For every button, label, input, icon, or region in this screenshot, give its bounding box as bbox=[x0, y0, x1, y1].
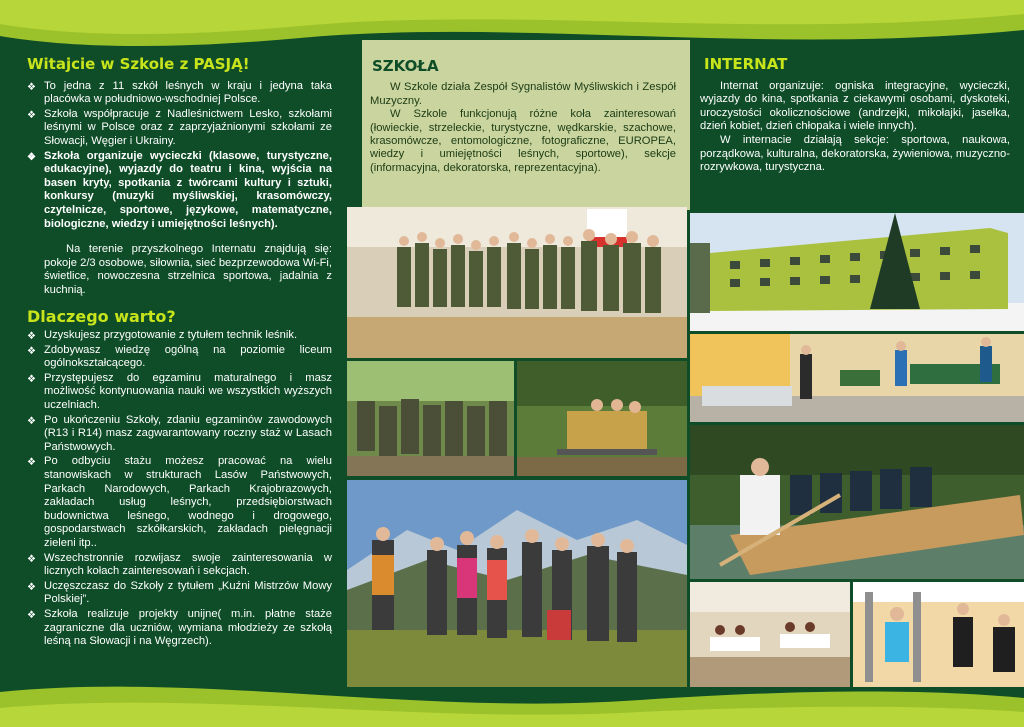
list-item: ❖ To jedna z 11 szkół leśnych w kraju i jedyna taka placówka w południowo-wschodniej Polsce. bbox=[27, 79, 332, 106]
internat-column bbox=[700, 55, 1010, 175]
internat-paragraph-1: Internat organizuje: ogniska integracyjne, wycieczki, wyjazdy do kina, spotkania z ciekawymi osobami, dyskoteki, uroczystości okolicznościowe (andrzejki, mikołajki, jasełka, dzień kobiet, dzień chłopaka i wiele innych). bbox=[700, 79, 1010, 133]
bullet-icon: ❖ bbox=[27, 553, 36, 565]
bullet-icon: ❖ bbox=[27, 151, 36, 163]
ceremony-photo bbox=[347, 207, 687, 358]
list-item: ❖ Po ukończeniu Szkoły, zdaniu egzaminów zawodowych (R13 i R14) masz zagwarantowany roczny staż w Lasach Państwowych. bbox=[27, 413, 332, 453]
bullet-icon: ❖ bbox=[27, 81, 36, 93]
internat-heading: INTERNAT bbox=[704, 55, 788, 73]
welcome-heading: Witajcie w Szkole z PASJĄ! bbox=[27, 55, 250, 73]
list-item: ❖ Szkoła organizuje wycieczki (klasowe, turystyczne, edukacyjne), wyjazdy do teatru i kina, wyjścia na basen kryty, spotkania z twórcami kultury i sztuki, konkursy (muzyki myśliwskiej, krasomówczy, czytelnicze, sportowe, językowe, matematyczne, biologiczne, wiedzy i umiejętności leśnych). bbox=[27, 149, 332, 230]
list-item: ❖ Przystępujesz do egzaminu maturalnego i masz możliwość kontynuowania nauki we wszystkich wyższych uczelniach. bbox=[27, 371, 332, 412]
mountain-group-photo bbox=[347, 480, 687, 687]
bullet-icon: ❖ bbox=[27, 609, 36, 621]
list-item: ❖ Wszechstronnie rozwijasz swoje zainteresowania w licznych kołach zainteresowań i sekcjach. bbox=[27, 551, 332, 578]
internat-paragraph-2: W internacie działają sekcje: sportowa, naukowa, porządkowa, kulturalna, dekoratorska, żywieniowa, muzyczno-rozrywkowa, turystyczna. bbox=[700, 133, 1010, 174]
gym-photo bbox=[853, 582, 1024, 687]
list-item: ❖ Uzyskujesz przygotowanie z tytułem technik leśnik. bbox=[27, 329, 298, 343]
bullet-icon: ❖ bbox=[27, 415, 36, 427]
school-heading: SZKOŁA bbox=[372, 57, 439, 75]
school-paragraph-2: W Szkole funkcjonują różne koła zainteresowań (łowieckie, strzeleckie, turystyczne, wędkarskie, szachowe, krasomówcze, entomologiczne, fotograficzne, EUROPEA, wiedzy i umiejętności leśnych, sportowe), sekcje (informacyjna, dekoratorska, reprezentacyjna). bbox=[370, 108, 676, 174]
bullet-icon: ❖ bbox=[27, 331, 36, 343]
why-heading: Dlaczego warto? bbox=[27, 306, 176, 326]
bullet-icon: ❖ bbox=[27, 457, 36, 469]
list-item: ❖ Szkoła realizuje projekty unijne( m.in. płatne staże zagraniczne dla uczniów, wymiana młodzieży ze szkołą leśną na Słowacji i na Węgrzech). bbox=[27, 607, 332, 648]
list-item: ❖ Szkoła współpracuje z Nadleśnictwem Lesko, szkołami leśnymi w Polsce oraz z zaprzyjaźnionymi szkołami ze Słowacji, Węgier i Ukrainy. bbox=[27, 107, 332, 147]
list-item: ❖ Uczęszczasz do Szkoły z tytułem „Kuźni Mistrzów Mowy Polskiej”. bbox=[27, 579, 332, 606]
dining-hall-photo bbox=[690, 582, 850, 687]
school-box bbox=[362, 40, 690, 210]
left-column bbox=[20, 55, 332, 650]
list-item: ❖ Zdobywasz wiedzę ogólną na poziomie liceum ogólnokształcącego. bbox=[27, 343, 332, 370]
list-item: ❖ Po odbyciu stażu możesz pracować na wielu stanowiskach w strukturach Lasów Państwowych, Parkach Narodowych, Parkach Krajobrazowych, zakładach usług leśnych, przedsiębiorstwach budownictwa leśnego, wodnego i drogowego, gospodarstwach szkółkarskich, zakładach pielęgnacji zieleni itp.. bbox=[27, 455, 332, 549]
rafting-photo bbox=[690, 425, 1024, 579]
bullet-icon: ❖ bbox=[27, 373, 36, 385]
railway-trolley-photo bbox=[517, 361, 687, 476]
dormitory-building-photo bbox=[690, 213, 1024, 331]
bullet-icon: ❖ bbox=[27, 109, 36, 121]
internat-paragraph: Na terenie przyszkolnego Internatu znajdują się: pokoje 2/3 osobowe, siłownia, sieć bezprzewodowa Wi-Fi, świetlice, nowoczesna strzelnica sportowa, jadalnia z kuchnią. bbox=[44, 243, 332, 296]
paintball-photo bbox=[347, 361, 514, 476]
bullet-icon: ❖ bbox=[27, 345, 36, 357]
game-room-photo bbox=[690, 334, 1024, 422]
welcome-list bbox=[20, 80, 332, 232]
why-list bbox=[20, 329, 332, 649]
school-paragraph-1: W Szkole działa Zespół Sygnalistów Myśliwskich i Zespół Muzyczny. bbox=[370, 81, 676, 107]
bullet-icon: ❖ bbox=[27, 581, 36, 593]
